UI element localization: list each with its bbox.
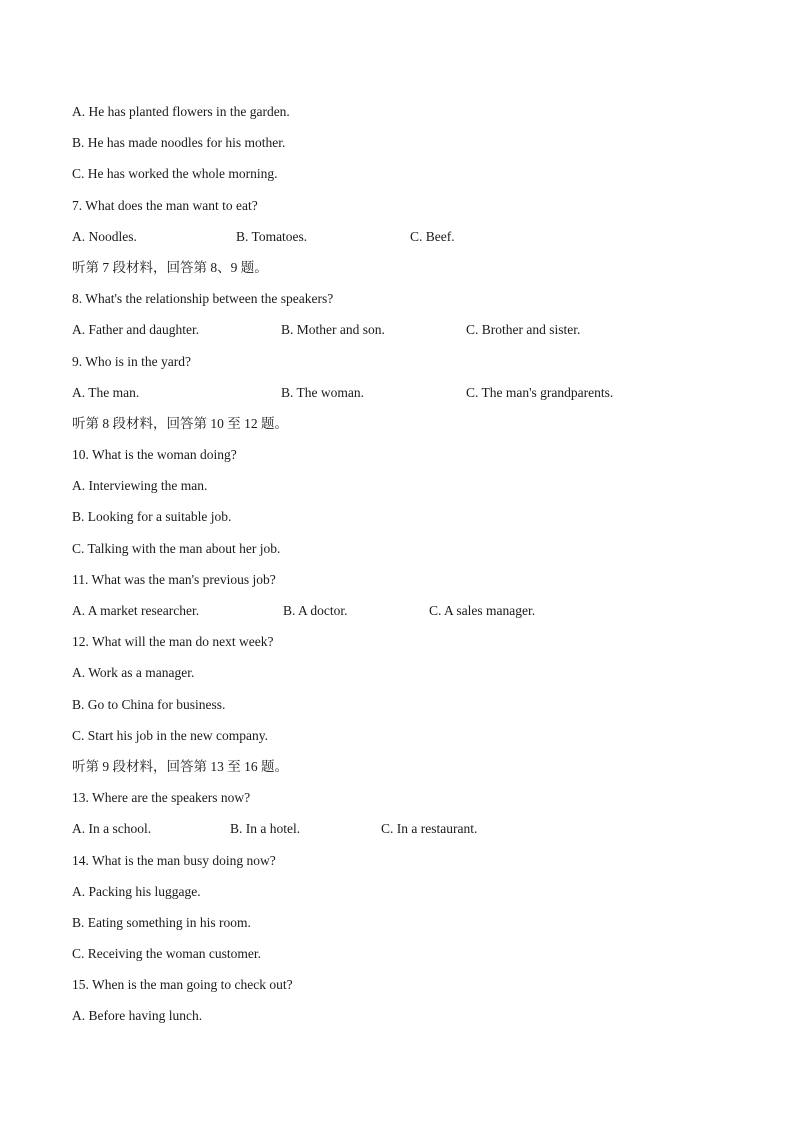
answer-option-line: C. Start his job in the new company.: [72, 727, 268, 743]
option-a: A. The man.: [72, 384, 140, 400]
option-b: B. A doctor.: [283, 603, 348, 618]
option-b: B. In a hotel.: [230, 821, 301, 837]
answer-option-line: C. He has worked the whole morning.: [72, 166, 278, 182]
question-line: 9. Who is in the yard?: [72, 353, 191, 369]
question-line: 15. When is the man going to check out?: [72, 977, 293, 993]
option-a: A. Father and daughter.: [72, 322, 200, 338]
option-a: A. In a school.: [72, 821, 152, 837]
section-instruction: 听第 8 段材料，回答第 10 至 12 题。: [72, 415, 288, 431]
inline-options-row: [72, 320, 732, 351]
option-c: C. In a restaurant.: [381, 821, 478, 837]
inline-options-row: [72, 383, 732, 414]
question-line: 11. What was the man's previous job?: [72, 571, 276, 587]
question-line: 10. What is the woman doing?: [72, 447, 237, 463]
option-c: C. A sales manager.: [429, 603, 536, 618]
option-b: B. Tomatoes.: [236, 228, 308, 244]
question-line: 12. What will the man do next week?: [72, 634, 274, 650]
option-b: B. The woman.: [281, 384, 364, 400]
inline-options-row: [72, 601, 732, 632]
answer-option-line: C. Talking with the man about her job.: [72, 540, 281, 556]
question-line: 8. What's the relationship between the speakers?: [72, 291, 334, 307]
answer-option-line: B. Eating something in his room.: [72, 914, 251, 930]
answer-option-line: A. Before having lunch.: [72, 1008, 203, 1024]
option-c: C. Brother and sister.: [466, 322, 581, 338]
answer-option-line: C. Receiving the woman customer.: [72, 946, 261, 962]
section-instruction: 听第 9 段材料，回答第 13 至 16 题。: [72, 758, 288, 774]
answer-option-line: A. Packing his luggage.: [72, 883, 201, 899]
option-a: A. Noodles.: [72, 228, 137, 244]
answer-option-line: B. Go to China for business.: [72, 696, 226, 712]
question-line: 7. What does the man want to eat?: [72, 197, 258, 213]
section-instruction: 听第 7 段材料，回答第 8、9 题。: [72, 259, 268, 275]
question-line: 14. What is the man busy doing now?: [72, 852, 276, 868]
inline-options-row: [72, 819, 732, 850]
answer-option-line: B. He has made noodles for his mother.: [72, 135, 286, 151]
option-c: C. Beef.: [410, 228, 455, 244]
question-line: 13. Where are the speakers now?: [72, 790, 251, 806]
answer-option-line: B. Looking for a suitable job.: [72, 509, 232, 525]
exam-page: [72, 102, 732, 1038]
option-b: B. Mother and son.: [281, 322, 385, 338]
answer-option-line: A. He has planted flowers in the garden.: [72, 104, 290, 119]
answer-option-line: A. Work as a manager.: [72, 665, 195, 681]
answer-option-line: A. Interviewing the man.: [72, 478, 208, 494]
inline-options-row: [72, 227, 732, 258]
option-a: A. A market researcher.: [72, 603, 200, 618]
option-c: C. The man's grandparents.: [466, 384, 614, 400]
